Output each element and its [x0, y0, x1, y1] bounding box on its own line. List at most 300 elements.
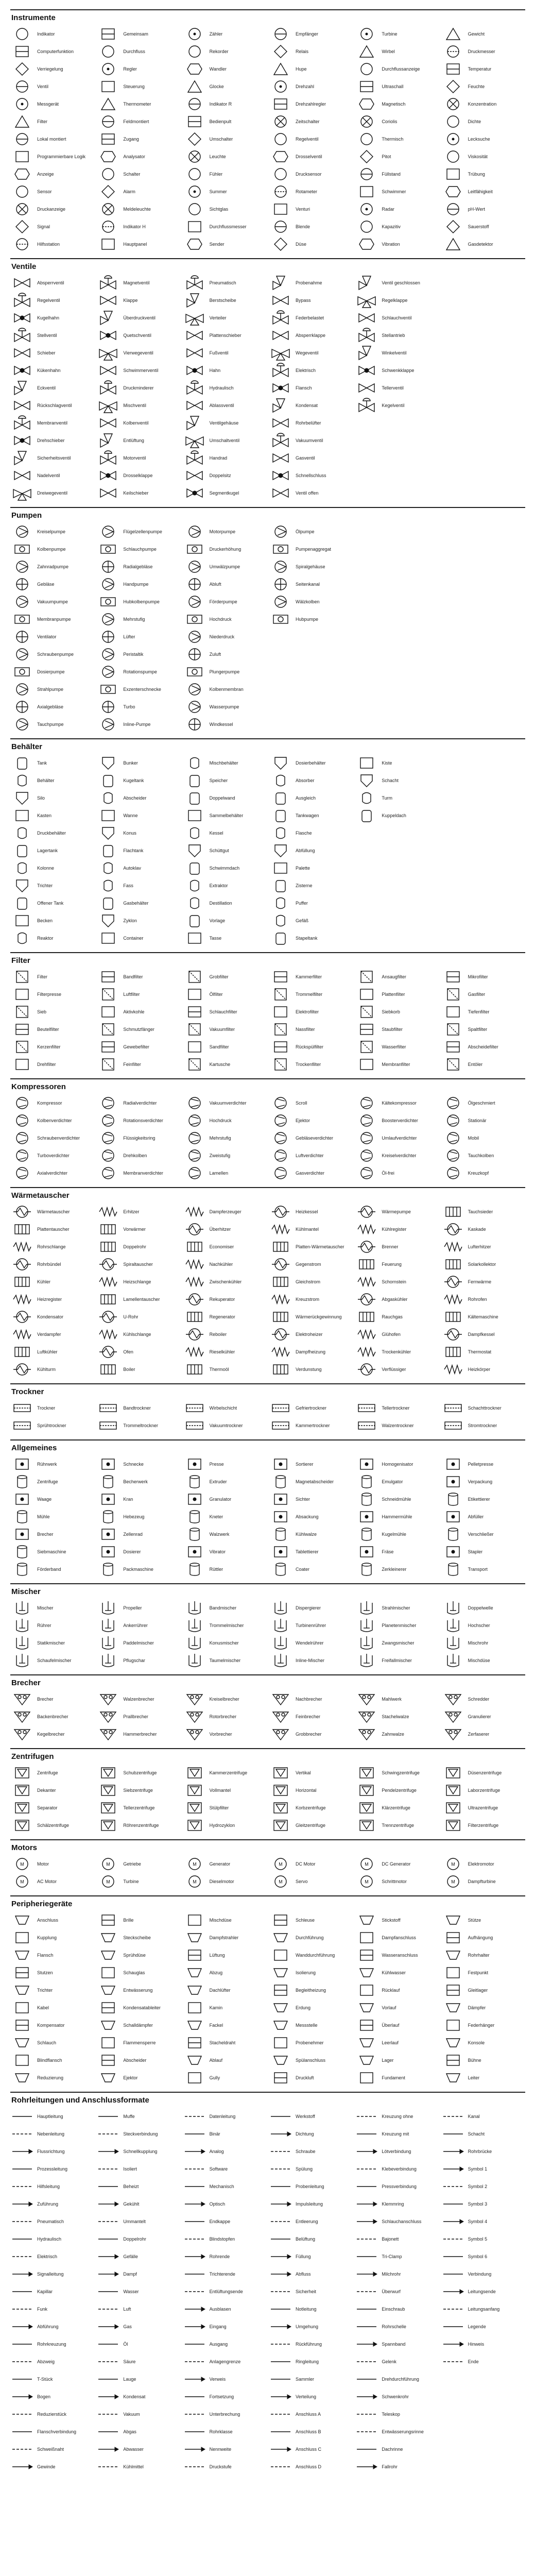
centrifuge-icon: [269, 1783, 292, 1798]
symbol-cell: [183, 807, 267, 824]
symbol-cell: [441, 1508, 525, 1526]
symbol-cell: [96, 1129, 180, 1147]
filter-icon: [183, 1022, 206, 1037]
symbol-label: Überwurf: [382, 2289, 401, 2294]
symbol-label: Solarkollektor: [468, 1262, 496, 1267]
symbol-label: Sender: [209, 242, 225, 247]
crusher-icon: [96, 1709, 120, 1724]
symbol-cell: [96, 540, 180, 558]
symbol-label: Strahlpumpe: [37, 687, 64, 692]
symbol-label: Füllstand: [382, 172, 401, 177]
symbol-label: Kegelbrecher: [37, 1732, 65, 1737]
symbol-label: Ablassventil: [209, 403, 234, 408]
symbol-label: Federbelastet: [295, 315, 324, 320]
rect-bar-icon: [269, 96, 292, 112]
tank-icon: [96, 773, 120, 788]
symbol-cell: [183, 646, 267, 663]
symbol-cell: [96, 1652, 180, 1669]
symbol-cell: [96, 1508, 180, 1526]
symbol-cell: [441, 1599, 525, 1617]
symbol-cell: [96, 1038, 180, 1056]
symbol-label: Vorlauf: [382, 2005, 396, 2010]
dryer-icon: [355, 1400, 378, 1416]
symbol-cell: [183, 2213, 267, 2230]
pump-icon: [10, 647, 34, 662]
symbol-cell: [96, 2458, 180, 2476]
symbol-grid: [10, 1764, 525, 1834]
valve-angle-icon: [269, 398, 292, 413]
symbol-cell: [441, 968, 525, 986]
symbol-label: Gefälle: [123, 2254, 138, 2259]
mixer-icon: [183, 1653, 206, 1668]
circle-bar-icon: [183, 96, 206, 112]
symbol-cell: [269, 1203, 353, 1221]
symbol-cell: [10, 1221, 94, 1238]
symbol-label: Trennzentrifuge: [382, 1823, 415, 1828]
symbol-cell: [183, 859, 267, 877]
symbol-label: Notleitung: [295, 2307, 317, 2312]
line-dash-icon: [10, 2249, 34, 2264]
symbol-label: Leitungsanfang: [468, 2307, 500, 2312]
symbol-label: Dachlüfter: [209, 1988, 231, 1993]
symbol-cell: [355, 1999, 439, 2016]
line-solid-icon: [269, 2179, 292, 2194]
symbol-cell: [96, 2108, 180, 2125]
compressor-icon: [269, 1148, 292, 1163]
symbol-label: Statikmischer: [37, 1640, 65, 1646]
symbol-label: Fallrohr: [382, 2464, 398, 2469]
symbol-cell: [269, 1561, 353, 1578]
symbol-label: Schneidmühle: [382, 1497, 411, 1502]
valve-icon: [183, 345, 206, 361]
symbol-cell: [269, 1038, 353, 1056]
symbol-label: Indikator H: [123, 224, 146, 229]
symbol-label: Trockenkühler: [382, 1349, 411, 1354]
symbol-label: Dosierpumpe: [37, 669, 65, 674]
tank-icon: [10, 755, 34, 771]
hx-plate-icon: [355, 1257, 378, 1272]
symbol-label: Silo: [37, 795, 45, 801]
compressor-icon: [183, 1148, 206, 1163]
symbol-cell: [269, 1946, 353, 1964]
line-dash-icon: [355, 2231, 378, 2247]
svg-text:M: M: [365, 1861, 369, 1867]
cylinder-icon: [183, 1562, 206, 1577]
peripheral-icon: [441, 2035, 465, 2050]
peripheral-icon: [96, 1982, 120, 1998]
symbol-cell: [269, 1003, 353, 1021]
symbol-cell: [183, 754, 267, 772]
vessel-icon: [10, 860, 34, 876]
symbol-label: Flügelzellenpumpe: [123, 529, 162, 534]
symbol-cell: [269, 2143, 353, 2160]
hx-plate-icon: [269, 1362, 292, 1377]
symbol-label: Zwischenkühler: [209, 1279, 242, 1284]
diamond-icon: [10, 61, 34, 77]
symbol-label: Gegenstrom: [295, 1262, 321, 1267]
symbol-label: Lüftung: [209, 1953, 225, 1958]
symbol-label: Nachkühler: [209, 1262, 233, 1267]
symbol-cell: [10, 1343, 94, 1361]
symbol-cell: [96, 484, 180, 502]
rect-icon: [96, 808, 120, 823]
symbol-cell: [10, 43, 94, 60]
symbol-label: Gas: [123, 2324, 132, 2329]
symbol-label: Flachtank: [123, 848, 144, 853]
symbol-label: Empfänger: [295, 31, 319, 37]
triangle-icon: [441, 236, 465, 252]
motor-icon: [355, 1874, 378, 1889]
symbol-label: Dispergierer: [295, 1605, 321, 1611]
symbol-cell: [10, 1764, 94, 1782]
hexagon-icon: [10, 166, 34, 182]
hx-icon: [10, 1309, 34, 1325]
symbol-label: Flanschverbindung: [37, 2429, 77, 2434]
symbol-cell: [183, 2143, 267, 2160]
valve-ball-icon: [10, 310, 34, 326]
peripheral-icon: [183, 2018, 206, 2033]
symbol-cell: [441, 2230, 525, 2248]
symbol-cell: [10, 593, 94, 611]
symbol-label: Erdung: [295, 2005, 311, 2010]
symbol-label: Mühle: [37, 1514, 50, 1519]
symbol-cell: [10, 2143, 94, 2160]
centrifuge-icon: [355, 1765, 378, 1781]
symbol-label: Vakuumverdichter: [209, 1100, 247, 1106]
symbol-label: Umgehung: [295, 2324, 319, 2329]
symbol-cell: [10, 379, 94, 397]
rect-bar-icon: [96, 969, 120, 985]
symbol-label: Eckventil: [37, 385, 56, 391]
rect-icon: [183, 930, 206, 946]
symbol-label: Wasser: [123, 2289, 139, 2294]
symbol-cell: [269, 611, 353, 628]
symbol-cell: [355, 2213, 439, 2230]
symbol-cell: [269, 1599, 353, 1617]
symbol-label: Lüfter: [123, 634, 135, 639]
symbol-cell: [269, 1399, 353, 1417]
section: [10, 1187, 525, 1378]
symbol-cell: [10, 1129, 94, 1147]
symbol-cell: [96, 1343, 180, 1361]
general-icon: [183, 1456, 206, 1472]
crusher-icon: [183, 1726, 206, 1742]
symbol-cell: [441, 1056, 525, 1073]
symbol-cell: [96, 2016, 180, 2034]
symbol-cell: [96, 2441, 180, 2458]
symbol-cell: [269, 1799, 353, 1817]
symbol-cell: [183, 1873, 267, 1890]
pump-rect-icon: [10, 612, 34, 627]
line-solid-icon: [183, 2179, 206, 2194]
pump-rect-icon: [183, 541, 206, 557]
pump-rect-icon: [96, 594, 120, 609]
symbol-label: Flasche: [295, 831, 312, 836]
symbol-cell: [96, 968, 180, 986]
symbol-label: Radialverdichter: [123, 1100, 157, 1106]
symbol-label: Gemeinsam: [123, 31, 148, 37]
symbol-cell: [269, 1999, 353, 2016]
symbol-cell: [441, 1221, 525, 1238]
compressor-icon: [355, 1095, 378, 1111]
pump-icon: [10, 682, 34, 697]
symbol-label: Sandfilter: [209, 1044, 229, 1049]
filter-icon: [269, 1022, 292, 1037]
symbol-sheet: [10, 9, 525, 2481]
symbol-label: Zähler: [209, 31, 223, 37]
peripheral-icon: [441, 2000, 465, 2015]
symbol-label: Membranfilter: [382, 1062, 410, 1067]
circle-dot-icon: [183, 26, 206, 42]
symbol-label: Schnecke: [123, 1462, 144, 1467]
symbol-cell: [96, 663, 180, 681]
symbol-label: Wärmepumpe: [382, 1209, 411, 1214]
hx-icon: [441, 1274, 465, 1290]
symbol-cell: [355, 1690, 439, 1708]
line-solid-icon: [441, 2126, 465, 2142]
symbol-cell: [183, 575, 267, 593]
symbol-cell: [269, 95, 353, 113]
symbol-cell: [441, 1021, 525, 1038]
symbol-cell: [269, 2248, 353, 2265]
symbol-cell: [269, 929, 353, 947]
valve-icon: [183, 328, 206, 343]
symbol-cell: [96, 611, 180, 628]
symbol-cell: [10, 2069, 94, 2087]
symbol-cell: [10, 1473, 94, 1490]
symbol-cell: [96, 1782, 180, 1799]
symbol-grid: [10, 1094, 525, 1182]
symbol-label: Wanne: [123, 813, 138, 818]
symbol-cell: [96, 1543, 180, 1561]
symbol-label: Schacht: [382, 778, 399, 783]
symbol-cell: [183, 218, 267, 235]
general-icon: [96, 1456, 120, 1472]
symbol-label: Coriolis: [382, 119, 398, 124]
line-arrow-icon: [441, 2144, 465, 2159]
symbol-cell: [96, 2370, 180, 2388]
diamond-icon: [441, 219, 465, 234]
symbol-label: Probenehmer: [295, 2040, 324, 2045]
rect-icon: [269, 1004, 292, 1020]
symbol-cell: [355, 1946, 439, 1964]
symbol-cell: [441, 1873, 525, 1890]
symbol-label: Erhitzer: [123, 1209, 140, 1214]
symbol-cell: [96, 1911, 180, 1929]
symbol-label: Symbol 3: [468, 2201, 488, 2207]
symbol-label: Winkelventil: [382, 350, 407, 355]
svg-text:M: M: [192, 1861, 197, 1867]
symbol-label: Gebläse: [37, 582, 55, 587]
symbol-label: Entwässerung: [123, 1988, 153, 1993]
general-icon: [355, 1509, 378, 1524]
section-title: Pumpen: [11, 511, 42, 520]
symbol-cell: [10, 1203, 94, 1221]
symbol-cell: [355, 1112, 439, 1129]
symbol-cell: [355, 1911, 439, 1929]
symbol-cell: [441, 2195, 525, 2213]
symbol-label: T-Stück: [37, 2377, 53, 2382]
symbol-label: Laborzentrifuge: [468, 1788, 501, 1793]
symbol-cell: [96, 2423, 180, 2441]
symbol-cell: [269, 292, 353, 309]
symbol-cell: [441, 1455, 525, 1473]
symbol-label: Regelventil: [37, 298, 60, 303]
line-dash-icon: [96, 2161, 120, 2177]
symbol-label: Schauglas: [123, 1970, 145, 1975]
hx-coil-icon: [96, 1274, 120, 1290]
line-dash-icon: [183, 2109, 206, 2124]
pump-icon: [10, 524, 34, 539]
svg-text:M: M: [279, 1879, 283, 1885]
line-arrow-icon: [355, 2389, 378, 2404]
cylinder-icon: [96, 1474, 120, 1489]
symbol-cell: [183, 1508, 267, 1526]
tank-icon: [183, 773, 206, 788]
section-title: Wärmetauscher: [11, 1191, 70, 1200]
symbol-label: Mischrohr: [468, 1640, 489, 1646]
line-dash-icon: [183, 2231, 206, 2247]
symbol-cell: [10, 716, 94, 733]
symbol-label: Blindflansch: [37, 2058, 62, 2063]
circle-dashline-icon: [269, 184, 292, 199]
symbol-label: DC Generator: [382, 1861, 411, 1867]
symbol-cell: [96, 2265, 180, 2283]
symbol-label: Abscheider: [123, 795, 147, 801]
symbol-cell: [441, 2213, 525, 2230]
symbol-cell: [96, 2125, 180, 2143]
symbol-cell: [441, 1708, 525, 1725]
symbol-label: Mischdüse: [209, 1918, 232, 1923]
symbol-cell: [183, 1911, 267, 1929]
symbol-label: Vierwegeventil: [123, 350, 153, 355]
symbol-label: Kreuzung ohne: [382, 2114, 413, 2119]
general-icon: [269, 1492, 292, 1507]
symbol-label: Bypass: [295, 298, 311, 303]
symbol-label: Elektrisch: [37, 2254, 58, 2259]
symbol-label: Container: [123, 936, 144, 941]
pump-icon: [183, 594, 206, 609]
symbol-cell: [355, 218, 439, 235]
symbol-cell: [10, 95, 94, 113]
symbol-label: AC Motor: [37, 1879, 57, 1884]
valve-angle-icon: [96, 310, 120, 326]
symbol-cell: [96, 113, 180, 130]
symbol-cell: [441, 2160, 525, 2178]
symbol-cell: [183, 1147, 267, 1164]
symbol-cell: [96, 1764, 180, 1782]
symbol-cell: [441, 1617, 525, 1634]
rect-icon: [96, 1965, 120, 1980]
symbol-cell: [183, 200, 267, 218]
rect-icon: [441, 1004, 465, 1020]
line-solid-icon: [183, 2214, 206, 2229]
circle-plain-icon: [269, 166, 292, 182]
symbol-cell: [96, 1399, 180, 1417]
symbol-label: Mehrstufig: [209, 1136, 231, 1141]
valve-angle-icon: [96, 433, 120, 448]
cylinder-icon: [96, 1562, 120, 1577]
symbol-label: Schubzentrifuge: [123, 1770, 157, 1775]
symbol-cell: [96, 1021, 180, 1038]
symbol-label: Lokal montiert: [37, 137, 66, 142]
filter-icon: [441, 1022, 465, 1037]
symbol-label: Bajonett: [382, 2236, 399, 2242]
peripheral-icon: [269, 1965, 292, 1980]
symbol-cell: [183, 1238, 267, 1256]
symbol-cell: [96, 1873, 180, 1890]
line-solid-icon: [441, 2249, 465, 2264]
tank-cone-icon: [183, 843, 206, 858]
symbol-cell: [441, 1799, 525, 1817]
symbol-label: Lötverbindung: [382, 2149, 411, 2154]
symbol-label: Pumpenaggregat: [295, 547, 332, 552]
valve-stem-icon: [269, 433, 292, 448]
symbol-label: Hydrozyklon: [209, 1823, 235, 1828]
section: [10, 1078, 525, 1182]
symbol-cell: [269, 130, 353, 148]
symbol-cell: [269, 1056, 353, 1073]
symbol-cell: [96, 2143, 180, 2160]
symbol-label: Förderpumpe: [209, 599, 237, 604]
symbol-cell: [96, 2034, 180, 2052]
symbol-label: Ablauf: [209, 2058, 223, 2063]
line-dash-icon: [10, 2179, 34, 2194]
symbol-label: Ventilator: [37, 634, 57, 639]
symbol-cell: [96, 1094, 180, 1112]
line-arrow-icon: [96, 2319, 120, 2334]
filter-icon: [269, 987, 292, 1002]
general-icon: [96, 1492, 120, 1507]
symbol-cell: [269, 842, 353, 859]
symbol-label: Plattenschieber: [209, 333, 241, 338]
symbol-label: Extruder: [209, 1479, 227, 1484]
symbol-label: Gelenk: [382, 2359, 396, 2364]
symbol-cell: [96, 1490, 180, 1508]
symbol-label: Granulierer: [468, 1714, 491, 1719]
symbol-label: Rührer: [37, 1623, 51, 1628]
symbol-cell: [355, 1964, 439, 1981]
triangle-icon: [269, 61, 292, 77]
symbol-cell: [355, 1399, 439, 1417]
valve-angle-icon: [269, 275, 292, 291]
symbol-cell: [355, 1708, 439, 1725]
symbol-label: Offener Tank: [37, 901, 64, 906]
symbol-cell: [96, 60, 180, 78]
symbol-label: Schraubenverdichter: [37, 1136, 80, 1141]
symbol-label: Plattentauscher: [37, 1227, 70, 1232]
motor-icon: [96, 1874, 120, 1889]
symbol-label: Blende: [295, 224, 310, 229]
line-arrow-icon: [96, 2249, 120, 2264]
tank-icon: [183, 790, 206, 806]
symbol-label: Leiter: [468, 2075, 480, 2080]
symbol-grid: [10, 1399, 525, 1434]
symbol-label: Hebezeug: [123, 1514, 145, 1519]
pump-rect-icon: [269, 541, 292, 557]
symbol-label: Anschluss B: [295, 2429, 321, 2434]
line-dash-icon: [269, 2144, 292, 2159]
symbol-cell: [269, 2441, 353, 2458]
symbol-cell: [183, 2195, 267, 2213]
symbol-cell: [441, 235, 525, 253]
symbol-cell: [269, 274, 353, 292]
line-solid-icon: [96, 2109, 120, 2124]
symbol-cell: [183, 2069, 267, 2087]
symbol-cell: [10, 663, 94, 681]
symbol-label: Planetenmischer: [382, 1623, 417, 1628]
symbol-cell: [10, 362, 94, 379]
